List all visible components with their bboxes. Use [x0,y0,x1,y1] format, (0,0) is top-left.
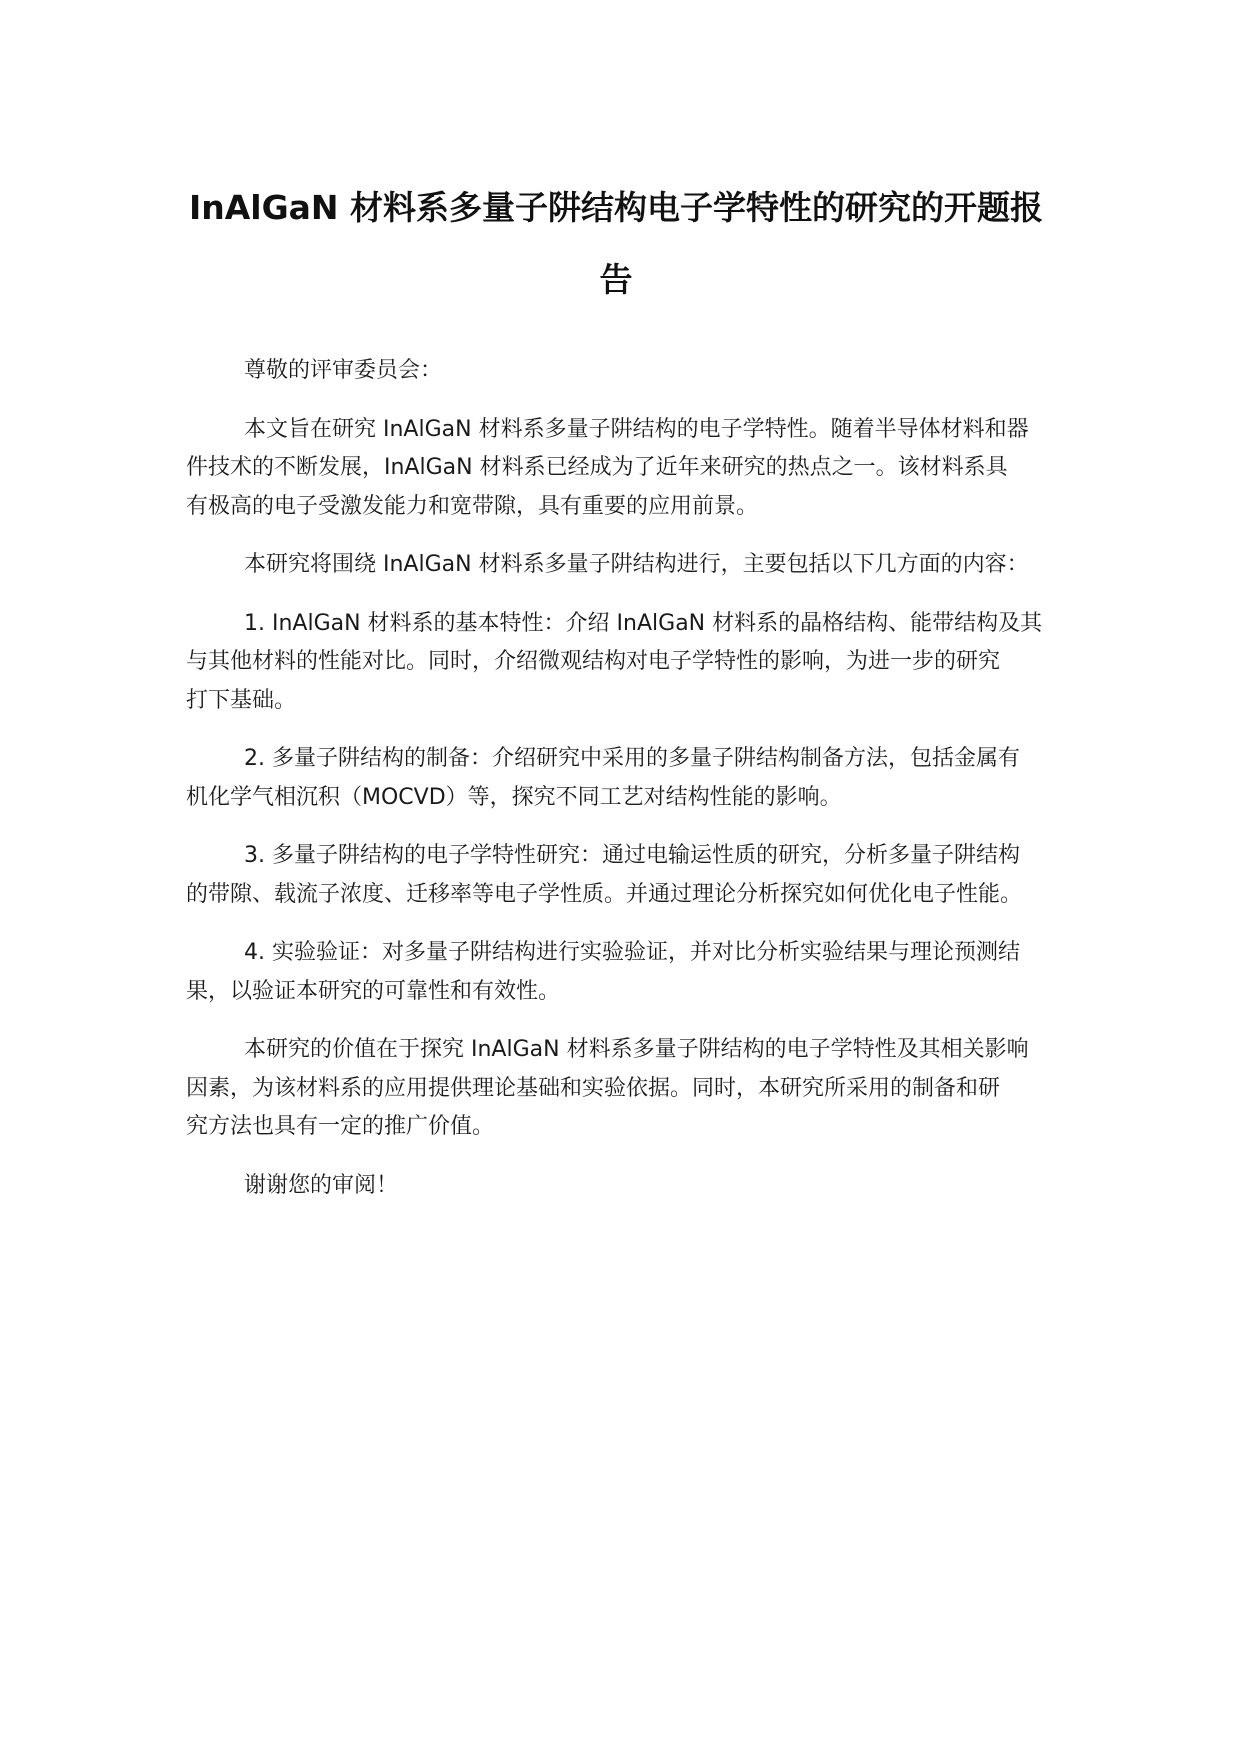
closing: 谢谢您的审阅！ [244,1172,399,1198]
paragraph-item-3: 3. 多量子阱结构的电子学特性研究：通过电输运性质的研究，分析多量子阱结构 的带隙、载流子浓度、迁移率等电子学性质。并通过理论分析探究如何优化电子性能。 [186,843,1023,907]
document-body [186,352,1056,1225]
paragraph-item-2: 2. 多量子阱结构的制备：介绍研究中采用的多量子阱结构制备方法，包括金属有 机化学气相沉积（MOCVD）等，探究不同工艺对结构性能的影响。 [186,746,1020,810]
paragraph-item-4: 4. 实验验证：对多量子阱结构进行实验验证，并对比分析实验结果与理论预测结 果，以验证本研究的可靠性和有效性。 [186,940,1020,1004]
paragraph-value: 本研究的价值在于探究 InAlGaN 材料系多量子阱结构的电子学特性及其相关影响 因素，为该材料系的应用提供理论基础和实验依据。同时，本研究所采用的制备和研 究方法也具有一定的推广价值。 [186,1037,1029,1139]
paragraph-item-1: 1. InAlGaN 材料系的基本特性：介绍 InAlGaN 材料系的晶格结构、能带结构及其 与其他材料的性能对比。同时，介绍微观结构对电子学特性的影响，为进一步的研究 打下基础。 [186,610,1043,713]
document-title: InAlGaN 材料系多量子阱结构电子学特性的研究的开题报告 [188,188,1044,299]
salutation: 尊敬的评审委员会： [244,358,443,383]
paragraph-scope: 本研究将围绕 InAlGaN 材料系多量子阱结构进行，主要包括以下几方面的内容： [244,552,1029,577]
paragraph-intro: 本文旨在研究 InAlGaN 材料系多量子阱结构的电子学特性。随着半导体材料和器 件技术的不断发展，InAlGaN 材料系已经成为了近年来研究的热点之一。该材料系具 有极高的电子受激发能力和宽带隙，具有重要的应用前景。 [186,416,1029,519]
